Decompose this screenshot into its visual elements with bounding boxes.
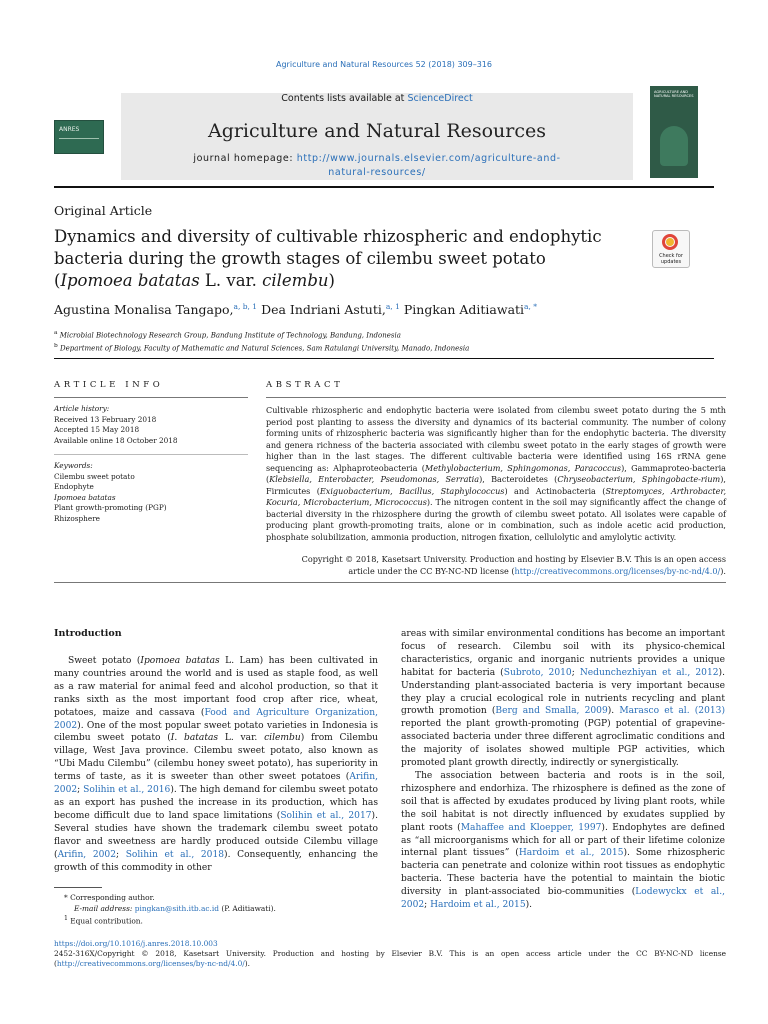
license-link[interactable]: http://creativecommons.org/licenses/by-nc-nd/4.0/ [56, 959, 245, 969]
keyword[interactable]: Plant growth-promoting (PGP) [54, 503, 167, 512]
reference-link[interactable]: Solihin et al., 2018 [125, 849, 225, 860]
homepage-link[interactable]: http://www.journals.elsevier.com/agriculture-and- [296, 153, 561, 164]
abstract-genera: Methylobacterium, Sphingomonas, Paracoccus [424, 462, 622, 473]
check-updates-text [653, 253, 689, 265]
affiliations [54, 328, 469, 355]
footnote-text: Corresponding author. [70, 893, 155, 902]
reference-link[interactable]: Mahaffee and Kloepper, 1997 [460, 822, 602, 833]
copyright-text: ). [720, 565, 726, 576]
body-text: L. Lam) has been cultivated in many countries around the world and is used as staple food, as well as a raw material for animal feed and alcohol production, so that it ranks sixth as the most important food crop after rice, wheat, potatoes, maize and cassava ( [54, 656, 378, 718]
affil-mark-a: a [54, 330, 58, 336]
article-info-label: ARTICLE INFO [54, 380, 164, 390]
reference-link[interactable]: Arifin, 2002 [54, 772, 378, 796]
abstract-text: ). The nitrogen content in the soil may significantly affect the change of bacterial diversity in the rhizosphere during the growth of cilembu sweet potato. All isolates were capable of producing plant growth-promoting traits, alone or in combination, such as indole acetic acid production, phosphate solubilization, ammonia production, nitrogen fixation, cellulolytic and amylolytic activity. [266, 497, 726, 543]
body-text: ; [115, 849, 126, 860]
abstract-text: ), Gammaproteo-bacteria ( [266, 462, 726, 485]
abstract-text: Cultivable rhizospheric and endophytic bacteria were isolated from cilembu sweet potato during the 5 mth period post planting to assess the diversity and dynamics of its bacterial community. The number of colony forming units of rhizospheric bacteria was significantly higher than for the endophytic bacteria. The diversity and genera richness of the bacteria associated with cilembu sweet potato in the early stages of growth were higher than in the last stages. The different cultivable bacteria were identified using 16S rRNA gene sequencing as: Alphaproteobacteria ( [266, 405, 726, 473]
footnote-mark: 1 [64, 915, 68, 923]
cover-title: AGRICULTURE AND NATURAL RESOURCES [654, 90, 694, 98]
check-updates-line1: Check for [659, 253, 683, 259]
abstract-genera: Exiguobacterium, Bacillus, Staphylococcus [319, 485, 505, 496]
keyword[interactable]: Rhizosphere [54, 513, 101, 523]
abstract-text: ), Firmicutes ( [266, 474, 726, 496]
keywords-label: Keywords: [54, 461, 93, 470]
equal-contribution-note [54, 914, 378, 927]
body-text: ). Understanding plant-associated bacteria is very important because they play a crucial ecological role in nutrients recycling and plant growth promotion ( [401, 667, 725, 717]
abstract-label: ABSTRACT [266, 380, 344, 390]
body-text: ). The high demand for cilembu sweet potato as an export has pushed the increase in its production, which has become difficult due to land space limitations ( [54, 785, 378, 821]
abstract-genera: Streptomyces, Arthrobacter, Kocuria, Microbacterium, Micrococcus [266, 485, 727, 508]
author-name[interactable]: Dea Indriani Astuti, [261, 302, 386, 318]
email-link[interactable]: pingkan@sith.itb.ac.id [134, 903, 219, 913]
body-text: ; [77, 785, 84, 796]
publisher-logo-text: ANRES [59, 126, 80, 133]
history-label: Article history: [54, 404, 110, 413]
header-divider [54, 186, 714, 188]
copyright-text: article under the CC BY-NC-ND license ( [348, 565, 515, 576]
body-text: ). Some rhizospheric bacteria can penetrate and colonize within root tissues as endophytic bacteria. These bacteria have the potential to maintain the biotic diversity in plant-associated bio-communities ( [401, 848, 725, 898]
publisher-logo[interactable] [54, 120, 104, 154]
keyword[interactable]: Cilembu sweet potato [54, 471, 135, 481]
reference-link[interactable]: Berg and Smalla, 2009 [495, 706, 608, 717]
species-name: I. batatas [170, 733, 219, 744]
affiliation-b: Department of Biology, Faculty of Mathematic and Natural Sciences, Sam Ratulangi University, Manado, Indonesia [59, 344, 470, 353]
author-affil-marks[interactable]: a, * [524, 302, 538, 311]
body-text: ). [525, 900, 533, 911]
reference-link[interactable]: Hardoim et al., 2015 [518, 848, 624, 859]
article-info [54, 404, 248, 524]
title-paren-open: ( [54, 271, 61, 290]
publisher-logo-band [59, 138, 99, 147]
email-note [54, 904, 378, 915]
footnote-text: E-mail address: [74, 903, 133, 913]
article-title [54, 226, 619, 292]
keyword[interactable]: Endophyte [54, 482, 94, 491]
license-link[interactable]: http://creativecommons.org/licenses/by-nc-nd/4.0/ [514, 565, 721, 576]
journal-cover-image[interactable] [650, 86, 698, 178]
intro-paragraph [401, 628, 725, 770]
body-column-right [401, 628, 725, 912]
body-text: areas with similar environmental conditions has become an important focus of research. Cilembu soil with its physico-chemical characteristics, organic and inorganic nutrients provides a unique habitat for bacteria ( [401, 629, 725, 678]
title-species: Ipomoea batatas [60, 271, 200, 290]
article-info-divider [54, 397, 248, 398]
keywords-divider [54, 454, 248, 455]
journal-citation[interactable]: Agriculture and Natural Resources 52 (2018) 309–316 [276, 60, 492, 69]
cover-leaf-graphic [660, 126, 688, 166]
abstract-text: ) and Actinobacteria ( [504, 485, 606, 496]
abstract-body [266, 405, 726, 544]
author-name[interactable]: Agustina Monalisa Tangapo, [54, 302, 234, 318]
body-text: ) from Cilembu village, West Java province. Cilembu sweet potato, also known as “Ubi Madu Cilembu” (cilembu honey sweet potato), has superiority in terms of taste, as it is sweeter than other sweet potatoes ( [54, 733, 379, 783]
body-text: reported the plant growth-promoting (PGP) potential of grapevine-associated bacteria under three different agroclimatic conditions and the majority of isolates showed multiple PGP activities, which promoted plant growth directly, indirectly or synergistically. [401, 719, 725, 769]
contents-available-line [121, 93, 633, 104]
body-text: ). Endophytes are defined as “all microorganisms which for all or part of their lifetime colonize internal plant tissues” ( [401, 822, 725, 859]
copyright-text: Copyright © 2018, Kasetsart University. Production and hosting by Elsevier B.V. This is an open access [301, 554, 726, 564]
body-text: ; [571, 667, 580, 678]
issn-text: 2452-316X/Copyright © 2018, Kasetsart University. Production and hosting by Elsevier B.V. This is an open access article under the CC BY-NC-ND license ( [54, 949, 726, 969]
title-paren-close: ) [328, 271, 335, 290]
contents-prefix: Contents lists available at [281, 93, 405, 104]
body-text: ). Several studies have shown the trademark cilembu sweet potato flavor and sweetness are hardly produced outside Cilembu village ( [54, 810, 378, 860]
homepage-label: journal homepage: [193, 153, 294, 164]
corresponding-author-note [54, 893, 378, 904]
reference-link[interactable]: Solihin et al., 2016 [83, 785, 171, 796]
abstract-genera: Klebsiella, Enterobacter, Pseudomonas, Serratia [269, 474, 480, 485]
reference-link[interactable]: Arifin, 2002 [57, 849, 116, 860]
reference-link[interactable]: Solihin et al., 2017 [280, 810, 372, 821]
reference-link[interactable]: Marasco et al. (2013) [619, 706, 725, 717]
body-text: Sweet potato ( [68, 656, 141, 666]
species-name: cilembu [264, 733, 301, 744]
check-updates-icon-center [666, 238, 674, 246]
homepage-link-cont[interactable]: natural-resources/ [328, 167, 426, 178]
footnote-divider [54, 887, 102, 888]
footnote-mark: * [64, 893, 68, 902]
title-cultivar: cilembu [262, 271, 329, 290]
title-line-1: Dynamics and diversity of cultivable rhizospheric and endophytic [54, 227, 602, 246]
intro-paragraph [401, 770, 725, 912]
reference-link[interactable]: Hardoim et al., 2015 [430, 900, 526, 911]
intro-paragraph [54, 655, 378, 874]
received-date: Received 13 February 2018 [54, 414, 157, 424]
keyword[interactable]: Ipomoea batatas [54, 492, 116, 502]
accepted-date: Accepted 15 May 2018 [54, 425, 140, 434]
author-name[interactable]: Pingkan Aditiawati [403, 302, 525, 318]
available-date: Available online 18 October 2018 [54, 435, 178, 445]
reference-link[interactable]: Subroto, 2010 [503, 667, 572, 678]
issn-text: ). [244, 959, 250, 969]
species-name: Ipomoea batatas [140, 656, 220, 666]
body-text: ). Consequently, enhancing the growth of this commodity in other [54, 849, 378, 873]
journal-homepage [150, 152, 604, 180]
article-type: Original Article [54, 203, 153, 218]
reference-link[interactable]: Lodewyckx et al., 2002 [401, 887, 725, 911]
doi-link[interactable]: https://doi.org/10.1016/j.anres.2018.10.003 [54, 939, 218, 948]
abstract-copyright [266, 554, 726, 577]
check-for-updates-badge[interactable] [652, 230, 690, 268]
abstract-divider [266, 397, 726, 398]
body-text: ). [607, 706, 620, 717]
affil-mark-b: b [54, 343, 58, 350]
author-affil-marks[interactable]: a, 1 [385, 302, 400, 311]
sciencedirect-link[interactable]: ScienceDirect [407, 93, 473, 104]
introduction-heading: Introduction [54, 628, 122, 639]
abstract-end-divider [54, 582, 726, 583]
abstract-text: ), Bacteroidetes ( [479, 474, 558, 485]
body-text: The association between bacteria and roots is in the soil, rhizosphere and endorhiza. The rhizosphere is defined as the zone of soil that is affected by exudates produced by living plant roots, while the soil habitat is not directly influenced by exudates supplied by plant roots ( [401, 770, 725, 833]
body-text: ; [424, 900, 431, 911]
title-line-2: bacteria during the growth stages of cilembu sweet potato [54, 249, 546, 268]
footnotes [54, 893, 378, 927]
body-column-left [54, 655, 378, 874]
body-text: ). One of the most popular sweet potato varieties in Indonesia is cilembu sweet potato ( [54, 720, 378, 744]
author-list [54, 302, 537, 317]
issn-license-line [54, 949, 726, 970]
affiliation-a: Microbial Biotechnology Research Group, Bandung Institute of Technology, Bandung, Indonesia [59, 331, 401, 340]
author-affil-marks[interactable]: a, b, 1 [233, 302, 258, 311]
reference-link[interactable]: Food and Agriculture Organization, 2002 [54, 707, 379, 731]
journal-title[interactable]: Agriculture and Natural Resources [207, 120, 547, 142]
body-text: L. var. [218, 733, 265, 744]
title-var: L. var. [199, 271, 263, 290]
footnote-text: Equal contribution. [70, 916, 143, 926]
check-updates-line2: updates [660, 259, 682, 265]
title-divider [54, 358, 714, 359]
footnote-text: (P. Aditiawati). [219, 903, 276, 913]
abstract-genera: Chryseobacterium, Sphingobacte-rium [557, 474, 721, 485]
reference-link[interactable]: Nedunchezhiyan et al., 2012 [579, 667, 719, 678]
